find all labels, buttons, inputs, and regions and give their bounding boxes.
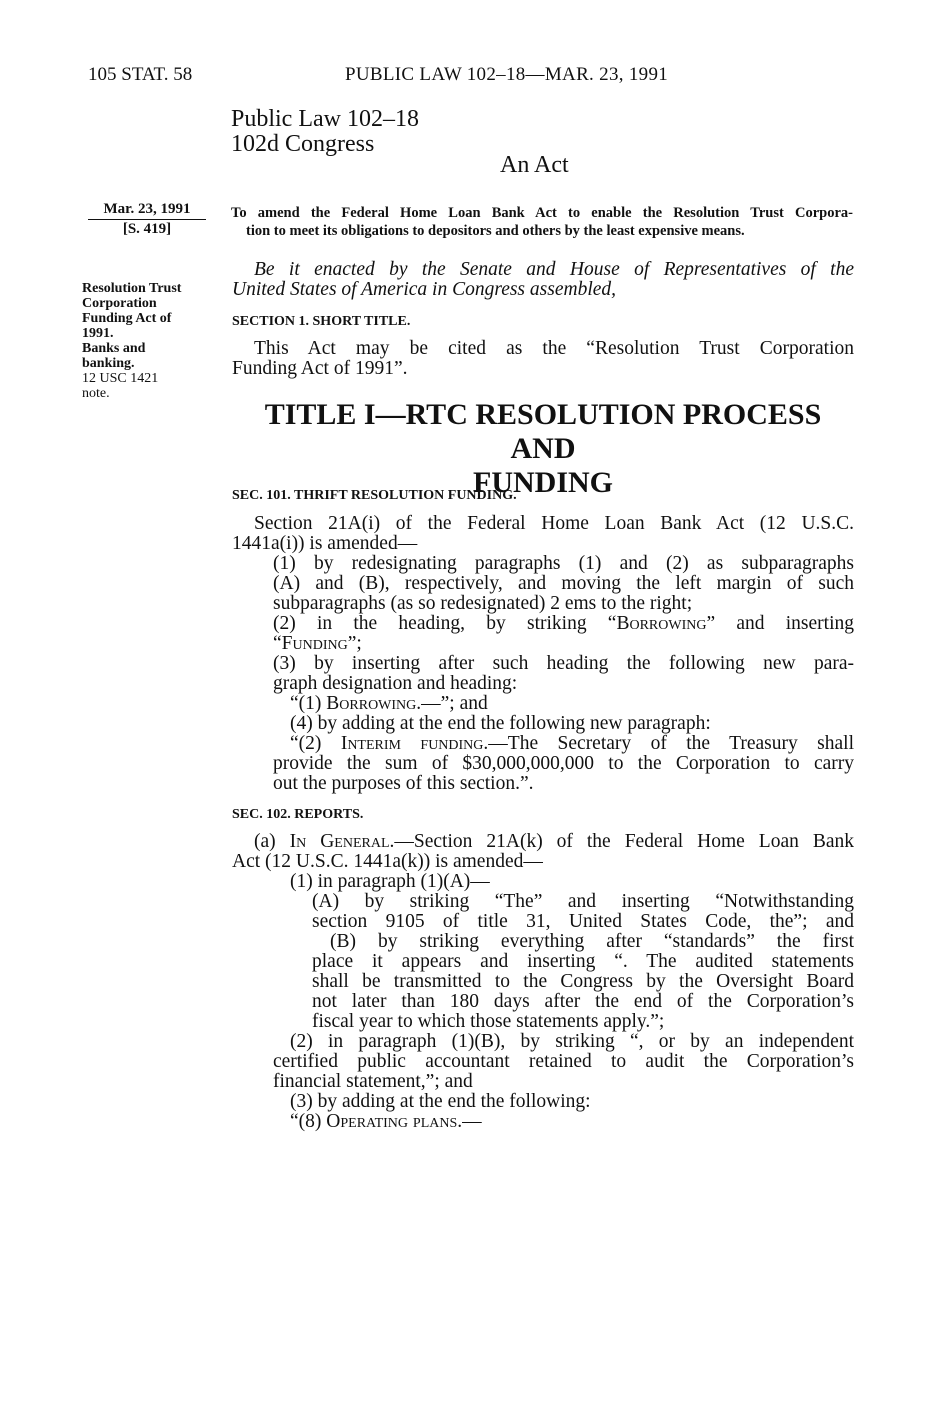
margin-note-line: Funding Act of <box>82 311 172 326</box>
margin-note-line: Corporation <box>82 296 157 311</box>
text-run: .—Section 21A(k) of the Federal Home Loan Bank <box>389 831 854 852</box>
text-run: “(2) <box>290 733 341 754</box>
text-line <box>290 1112 854 1132</box>
text-run: ” and inserting <box>706 613 854 634</box>
text-line: Act (12 U.S.C. 1441a(k)) is amended— <box>232 851 543 872</box>
text-line: (2) in paragraph (1)(B), by striking “, or by an independent <box>290 1031 854 1052</box>
an-act-heading: An Act <box>500 152 569 178</box>
text-line: (A) by striking “The” and inserting “Notwithstanding <box>312 891 854 912</box>
margin-note-line: Banks and <box>82 341 146 356</box>
text-line: certified public accountant retained to audit the Corporation’s <box>273 1051 854 1072</box>
page-reference: 105 STAT. 58 <box>88 64 193 85</box>
text-line <box>273 614 854 634</box>
title-i-line: TITLE I—RTC RESOLUTION PROCESS AND <box>264 398 822 465</box>
act-purpose <box>231 204 853 240</box>
text-line: (B) by striking everything after “standards” the first <box>330 931 854 952</box>
small-caps-term: In General <box>289 831 390 852</box>
text-line: Section 21A(i) of the Federal Home Loan Bank Act (12 U.S.C. <box>254 513 854 534</box>
text-run: .— <box>457 1111 482 1132</box>
text-line: (3) by inserting after such heading the following new para- <box>273 653 854 674</box>
text-line: section 9105 of title 31, United States Code, the”; and <box>312 911 854 932</box>
text-line <box>273 634 854 654</box>
running-title: PUBLIC LAW 102–18—MAR. 23, 1991 <box>345 64 669 85</box>
small-caps-term: Borrowing <box>326 693 417 714</box>
text-run: (2) in the heading, by striking “ <box>273 613 617 634</box>
public-law-number: Public Law 102–18 <box>231 106 419 132</box>
text-line: (4) by adding at the end the following new paragraph: <box>290 713 711 734</box>
margin-notes <box>82 281 222 401</box>
text-run: (a) <box>254 831 290 852</box>
small-caps-term: Operating plans <box>326 1111 458 1132</box>
text-line: (1) in paragraph (1)(A)— <box>290 871 490 892</box>
margin-note-line: 1991. <box>82 326 114 341</box>
title-i-line: FUNDING <box>473 466 613 499</box>
text-run: “(1) <box>290 693 327 714</box>
title-i-heading <box>232 398 854 500</box>
margin-note-line: note. <box>82 386 110 401</box>
text-line: provide the sum of $30,000,000,000 to the Corporation to carry <box>273 753 854 774</box>
text-run: .—The Secretary of the Treasury shall <box>483 733 855 754</box>
text-line: place it appears and inserting “. The audited statements <box>312 951 854 972</box>
text-line: 1441a(i)) is amended— <box>232 533 418 554</box>
purpose-line: To amend the Federal Home Loan Bank Act to enable the Resolution Trust Corpora- <box>231 205 853 221</box>
section-1-text <box>232 339 854 379</box>
text-line: not later than 180 days after the end of the Corporation’s <box>312 991 854 1012</box>
text-line: (1) by redesignating paragraphs (1) and (2) as subparagraphs <box>273 553 854 574</box>
text-run: ”; <box>347 633 362 654</box>
sec-101-text <box>232 514 854 794</box>
text-line: financial statement,”; and <box>273 1071 473 1092</box>
purpose-line: tion to meet its obligations to depositors and others by the least expensive means. <box>246 223 745 239</box>
small-caps-term: Funding <box>281 633 348 654</box>
text-line: out the purposes of this section.”. <box>273 773 534 794</box>
small-caps-term: Borrowing <box>616 613 707 634</box>
text-run: “(8) <box>290 1111 327 1132</box>
text-run: “ <box>273 633 282 654</box>
congress-number: 102d Congress <box>231 131 375 157</box>
enacting-line: United States of America in Congress assembled, <box>232 279 617 300</box>
margin-note-line: 12 USC 1421 <box>82 371 159 386</box>
text-line: (3) by adding at the end the following: <box>290 1091 591 1112</box>
text-line: fiscal year to which those statements apply.”; <box>312 1011 665 1032</box>
bill-number: [S. 419] <box>122 221 172 237</box>
sec-102-text <box>232 832 854 1132</box>
text-line: shall be transmitted to the Congress by the Oversight Board <box>312 971 854 992</box>
enactment-date: Mar. 23, 1991 <box>88 201 206 220</box>
margin-note-line: Resolution Trust <box>82 281 182 296</box>
enacting-line: Be it enacted by the Senate and House of Representatives of the <box>254 259 854 280</box>
section-1-line: Funding Act of 1991”. <box>232 358 408 379</box>
sec-102-heading: SEC. 102. REPORTS. <box>232 807 364 822</box>
text-line <box>290 734 854 754</box>
text-run: .—”; and <box>416 693 488 714</box>
text-line: (A) and (B), respectively, and moving the left margin of such <box>273 573 854 594</box>
text-line: subparagraphs (as so redesignated) 2 ems to the right; <box>273 593 693 614</box>
section-1-heading: SECTION 1. SHORT TITLE. <box>232 314 411 329</box>
sec-101-heading: SEC. 101. THRIFT RESOLUTION FUNDING. <box>232 488 517 503</box>
enacting-clause <box>232 260 854 300</box>
section-1-line: This Act may be cited as the “Resolution Trust Corporation <box>254 338 854 359</box>
small-caps-term: Interim funding <box>340 733 484 754</box>
text-line <box>232 832 854 852</box>
margin-note-line: banking. <box>82 356 135 371</box>
text-line: graph designation and heading: <box>273 673 518 694</box>
text-line <box>290 694 854 714</box>
